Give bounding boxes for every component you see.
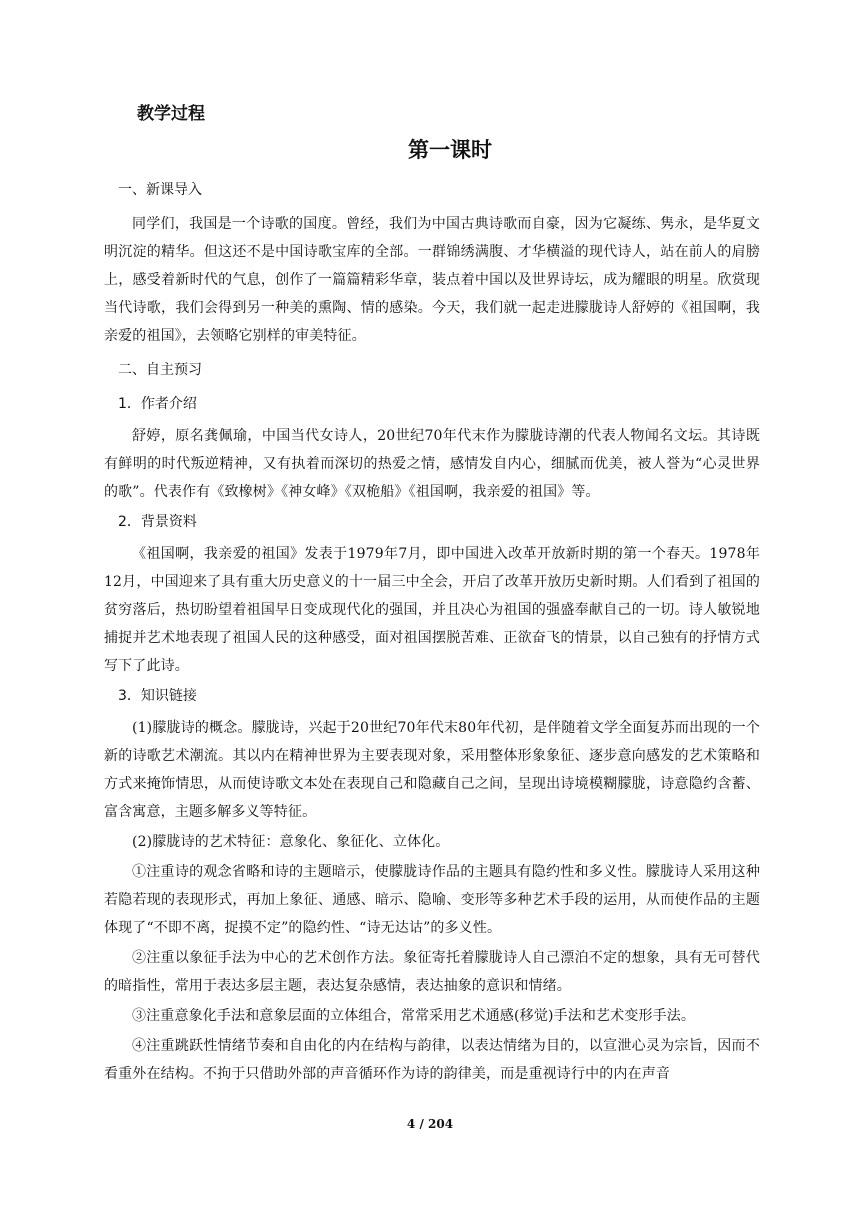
paragraph-knowledge-5: ③注重意象化手法和意象层面的立体组合，常常采用艺术通感(移觉)手法和艺术变形手法。	[132, 1008, 696, 1024]
document-body	[104, 176, 760, 1090]
section-heading: 教学过程	[137, 104, 205, 124]
paragraph-author: 舒婷，原名龚佩瑜，中国当代女诗人，20世纪70年代末作为朦胧诗潮的代表人物闻名文坛。其诗既有鲜明的时代叛逆精神，又有执着而深切的热爱之情，感情发自内心，细腻而优美，被人誉为“心灵世界的歌”。代表作有《致橡树》《神女峰》《双桅船》《祖国啊，我亲爱的祖国》等。	[104, 428, 760, 500]
paragraph-knowledge-4: ②注重以象征手法为中心的艺术创作方法。象征寄托着朦胧诗人自己漂泊不定的想象，具有无可替代的暗指性，常用于表达多层主题，表达复杂感情，表达抽象的意识和情绪。	[104, 950, 760, 994]
paragraph-intro: 同学们，我国是一个诗歌的国度。曾经，我们为中国古典诗歌而自豪，因为它凝练、隽永，是华夏文明沉淀的精华。但这还不是中国诗歌宝库的全部。一群锦绣满腹、才华横溢的现代诗人，站在前人的肩膀上，感受着新时代的气息，创作了一篇篇精彩华章，装点着中国以及世界诗坛，成为耀眼的明星。欣赏现当代诗歌，我们会得到另一种美的熏陶、情的感染。今天，我们就一起走进朦胧诗人舒婷的《祖国啊，我亲爱的祖国》，去领略它别样的审美特征。	[104, 216, 760, 344]
heading-preview: 二、自主预习	[118, 362, 202, 378]
page-number: 4 / 204	[406, 1117, 454, 1131]
paragraph-background: 《祖国啊，我亲爱的祖国》发表于1979年7月，即中国进入改革开放新时期的第一个春天。1978年12月，中国迎来了具有重大历史意义的十一届三中全会，开启了改革开放历史新时期。人们看到了祖国的贫穷落后，热切盼望着祖国早日变成现代化的强国，并且决心为祖国的强盛奉献自己的一切。诗人敏锐地捕捉并艺术地表现了祖国人民的这种感受，面对祖国摆脱苦难、正欲奋飞的情景，以自己独有的抒情方式写下了此诗。	[104, 546, 760, 674]
lesson-title: 第一课时	[408, 138, 492, 162]
paragraph-knowledge-2: (2)朦胧诗的艺术特征：意象化、象征化、立体化。	[132, 834, 450, 850]
paragraph-knowledge-1: (1)朦胧诗的概念。朦胧诗，兴起于20世纪70年代末80年代初，是伴随着文学全面复苏而出现的一个新的诗歌艺术潮流。其以内在精神世界为主要表现对象，采用整体形象象征、逐步意向感发的艺术策略和方式来掩饰情思，从而使诗歌文本处在表现自己和隐藏自己之间，呈现出诗境模糊朦胧，诗意隐约含蓄、富含寓意，主题多解多义等特征。	[104, 720, 760, 820]
heading-background: 2．背景资料	[118, 514, 197, 530]
heading-knowledge: 3．知识链接	[118, 688, 197, 704]
heading-author: 1．作者介绍	[118, 396, 197, 412]
paragraph-knowledge-3: ①注重诗的观念省略和诗的主题暗示，使朦胧诗作品的主题具有隐约性和多义性。朦胧诗人采用这种若隐若现的表现形式，再加上象征、通感、暗示、隐喻、变形等多种艺术手段的运用，从而使作品的主题体现了“不即不离，捉摸不定”的隐约性、“诗无达诂”的多义性。	[104, 864, 760, 936]
paragraph-knowledge-6: ④注重跳跃性情绪节奏和自由化的内在结构与韵律，以表达情绪为目的，以宣泄心灵为宗旨，因而不看重外在结构。不拘于只借助外部的声音循环作为诗的韵律美，而是重视诗行中的内在声音	[104, 1038, 760, 1082]
heading-intro: 一、新课导入	[118, 182, 202, 198]
